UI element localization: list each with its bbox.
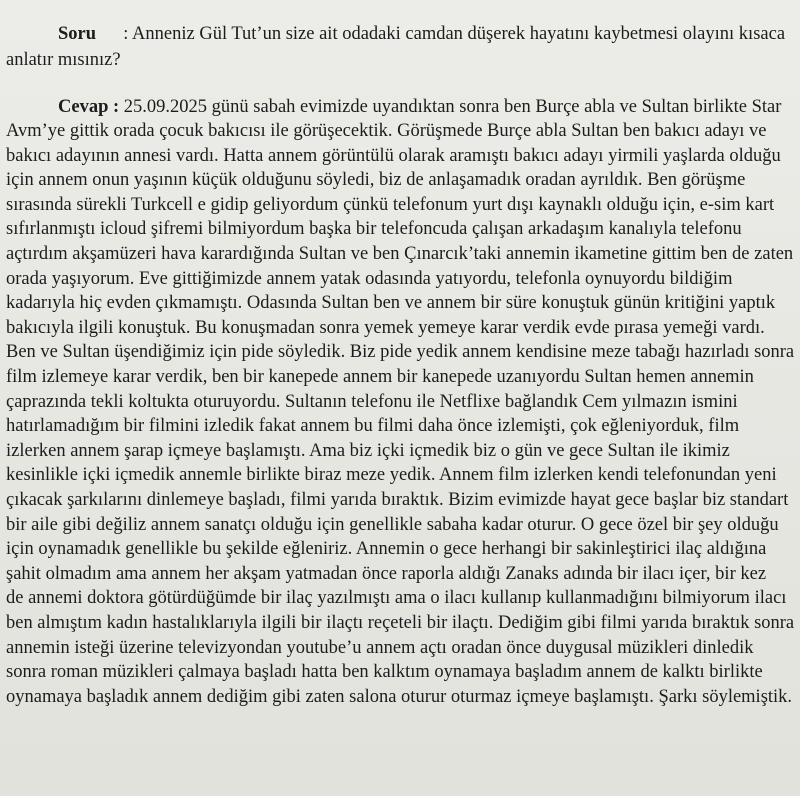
answer-line-5: sırasında sürekli Turkcell e gidip geliyordum çünkü telefonum yurt dışı kaynaklı olduğu için, e-sim kart — [6, 194, 775, 215]
answer-line-1 — [58, 95, 781, 119]
answer-line-20: şahit olmadım ama annem her akşam yatmadan önce raporla aldığı Zanaks adında bir ilacı içer, bir kez — [6, 563, 767, 584]
answer-line-22: ben almıştım kadın hastalıklarıyla ilgili bir ilaçtı reçeteli bir ilaçtı. Dediğim gibi filmi yarıda bıraktık sonra — [6, 613, 795, 633]
question-text-1: : Anneniz Gül Tut’un size ait odadaki camdan düşerek hayatını kaybetmesi olayını kısaca — [123, 24, 786, 44]
answer-line-9: kadarıyla hiç evden çıkmamıştı. Odasında Sultan ben ve annem bir süre konuştuk günün kritiğini yaptık — [6, 293, 776, 314]
answer-line-18: bir aile gibi değiliz annem sanatçı olduğu için genellikle sabaha kadar oturur. O gece özel bir şey olduğu — [6, 514, 779, 535]
answer-line-21: de annemi doktora götürdüğümde bir ilaç yazılmıştı ama o ilacı kullanıp kullanmadığını bilmiyorum ilacı — [6, 588, 787, 609]
answer-line-24: sonra roman müzikleri çalmaya başladı hatta ben kalktım oynamaya başladım annem de kalktı birlikte — [6, 662, 763, 683]
answer-line-23: annemin isteği üzerine televizyondan youtube’u annem açtı oradan önce duygusal müzikleri dinledik — [6, 637, 754, 658]
answer-line-10: bakıcıyla ilgili konuştuk. Bu konuşmadan sonra yemek yemeye karar verdik evde pırasa yemeği vardı. — [6, 317, 765, 338]
answer-line-15: izlerken annem şarap içmeye başlamıştı. Ama biz içki içmedik biz o gün ve gece Sultan ile ikimiz — [6, 440, 730, 461]
answer-line-12: film izlemeye karar verdik, ben bir kanepede annem bir kanepede uzanıyordu Sultan hemen annemin — [6, 367, 754, 387]
question-label: Soru — [58, 24, 97, 44]
question-line-2: anlatır mısınız? — [6, 50, 121, 70]
answer-line-19: için oynamadık genellikle bu şekilde eğleniriz. Annemin o gece herhangi bir sakinleştirici ilaç aldığına — [6, 539, 767, 560]
answer-line-7: açtırdım akşamüzeri hava karardığında Sultan ve ben Çınarcık’taki annemin ikametine gittim ben de zaten — [6, 244, 794, 264]
answer-line-13: çaprazında tekli koltukta oturuyordu. Sultanın telefonu ile Netflixe bağlandık Cem yılmazın ismini — [6, 391, 738, 412]
answer-line-8: orada yaşıyorum. Eve gittiğimizde annem yatak odasında yatıyordu, telefonla oynuyordu bildiğim — [6, 268, 733, 289]
answer-line-16: kesinlikle içki içmedik annemle birlikte biraz meze yedik. Annem film izlerken kendi telefonundan yeni — [6, 465, 777, 486]
answer-line-6: sıfırlanmıştı icloud şifremi bilmiyordum başka bir telefoncuda çalışan arkadaşım kanalıyla telefonu — [6, 219, 742, 240]
answer-line-14: hatırlamadığım bir filmini izledik fakat annem bu filmi daha önce izlemişti, çok eğleniyorduk, film — [6, 416, 740, 437]
answer-text-1: 25.09.2025 günü sabah evimizde uyandıktan sonra ben Burçe abla ve Sultan birlikte Star — [123, 97, 782, 117]
answer-line-25: oynamaya başladık annem dediğim gibi zaten salona oturur oturmaz içmeye başlamıştı. Şarkı söylemiştik. — [6, 686, 793, 707]
answer-line-11: Ben ve Sultan üşendiğimiz için pide söyledik. Biz pide yedik annem kendisine meze tabağı hazırladı sonra — [6, 342, 795, 363]
answer-line-3: bakıcı adayının annesi vardı. Hatta annem görüntülü olarak aramıştı bakıcı adayı yirmili yaşlarda olduğu — [6, 145, 781, 166]
answer-line-17: çıkacak şarkılarını dinlemeye başladı, filmi yarıda bıraktık. Bizim evimizde hayat gece başlar biz standart — [6, 490, 789, 510]
answer-line-2: Avm’ye gittik orada çocuk bakıcısı ile görüşecektik. Görüşmede Burçe abla Sultan ben bakıcı adayı ve — [6, 121, 767, 141]
answer-label: Cevap : — [58, 97, 120, 117]
question-line-1 — [58, 22, 785, 46]
answer-line-4: için annem onun yaşının küçük olduğunu söyledi, biz de anlaşamadık oradan ayrıldık. Ben görüşme — [6, 170, 746, 191]
